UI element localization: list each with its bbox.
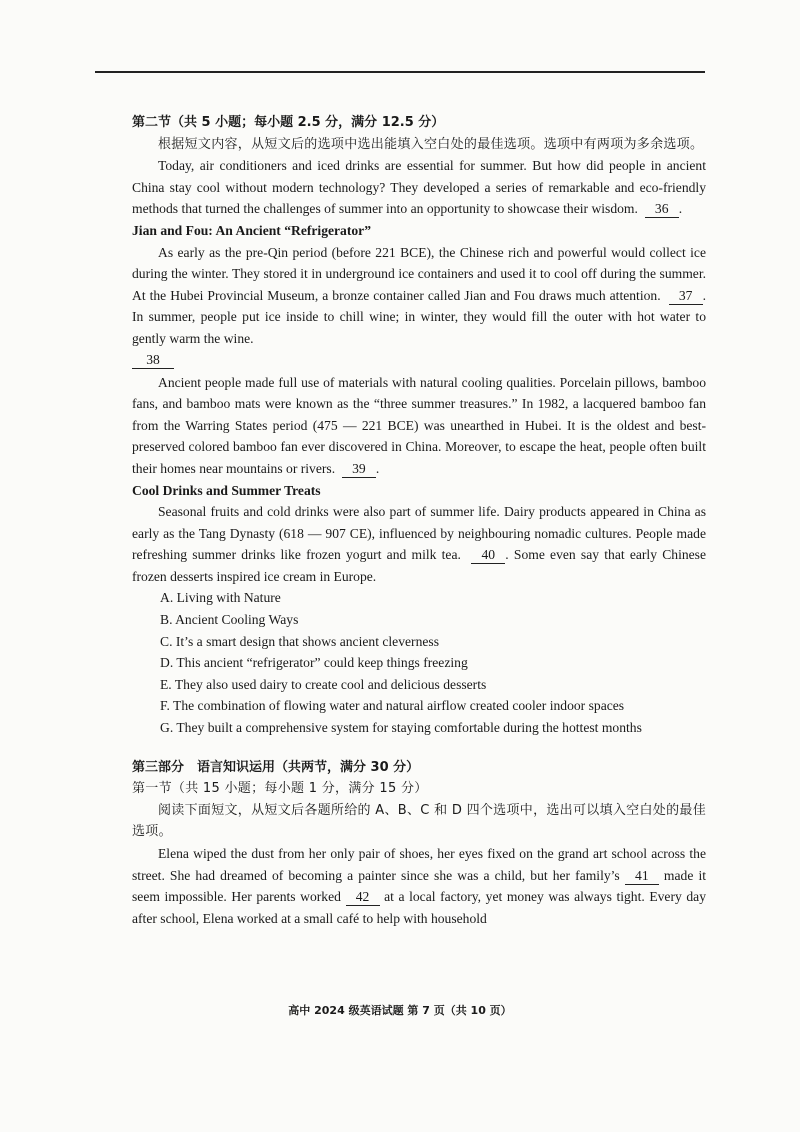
option-c: C. It’s a smart design that shows ancient cleverness <box>160 633 439 649</box>
option-g: G. They built a comprehensive system for staying comfortable during the hottest months <box>160 720 642 736</box>
blank-38: 38 <box>132 352 174 369</box>
option-b: B. Ancient Cooling Ways <box>160 612 299 628</box>
blank-36: 36 <box>645 201 679 218</box>
section-gap <box>132 739 706 757</box>
page-footer: 高中 2024 级英语试题 第 7 页（共 10 页） <box>288 1004 512 1017</box>
passage-para3 <box>132 501 706 587</box>
para1b-text: . In summer, people put ice inside to chill wine; in winter, they would fill the outer with hot water to gently warm the wine. <box>132 287 707 346</box>
part3-title: 第三部分 语言知识运用（共两节，满分 30 分） <box>132 759 420 775</box>
option-f: F. The combination of flowing water and natural airflow created cooler indoor spaces <box>160 698 625 714</box>
passage-para2: Ancient people made full use of materials with natural cooling qualities. Porcelain pillows, bamboo fans, and bamboo mats were known as the “three summer treasures.” In 1982, a lacquered bamboo fan from the Warring States period (475 — 221 BCE) was unearthed in Hubei. It is the oldest and best-preserved colored bamboo fan ever discovered in China. Moreover, to escape the heat, people often built their homes near mountains or rivers. 39 . <box>132 374 706 476</box>
blank-42: 42 <box>346 889 380 906</box>
intro-text: Today, air conditioners and iced drinks are essential for summer. But how did people in ancient China stay cool without modern technology? They developed a series of remarkable and eco-friendly methods that turned the challenges of summer into an opportunity to showcase their wisdom. <box>132 158 706 217</box>
section2-title: 第二节（共 5 小题；每小题 2.5 分，满分 12.5 分） <box>132 115 445 130</box>
cloze-text-a: Elena wiped the dust from her only pair of shoes, her eyes fixed on the grand art school across the street. She had dreamed of becoming a painter since she was a child, but her family’s <box>132 846 706 883</box>
page-content <box>132 112 706 929</box>
para3b-text: . Some even say that early Chinese frozen desserts inspired ice cream in Europe. <box>132 547 706 584</box>
option-d: D. This ancient “refrigerator” could keep things freezing <box>160 655 468 671</box>
part3-section1-title: 第一节（共 15 小题；每小题 1 分，满分 15 分） <box>132 781 428 797</box>
blank-41: 41 <box>625 868 659 885</box>
option-e: E. They also used dairy to create cool and delicious desserts <box>160 676 487 692</box>
para1a-text: As early as the pre-Qin period (before 221 BCE), the Chinese rich and powerful would collect ice during the winter. They stored it in underground ice containers and used it to cool off during the summer. At the Hubei Provincial Museum, a bronze container called Jian and Fou draws much attention. <box>132 244 706 303</box>
blank-39: 39 <box>342 461 376 478</box>
section2-instructions: 根据短文内容，从短文后的选项中选出能填入空白处的最佳选项。选项中有两项为多余选项。 <box>158 136 704 152</box>
cloze-text-c: at a local factory, yet money was always tight. Every day after school, Elena worked at a small café to help with household <box>132 889 706 926</box>
heading-cool-drinks: Cool Drinks and Summer Treats <box>132 482 321 498</box>
passage-para1 <box>132 242 706 350</box>
cloze-passage <box>132 843 706 929</box>
blank-40: 40 <box>471 547 505 564</box>
cloze-text-b: made it seem impossible. Her parents worked <box>132 867 706 905</box>
para3a-text: Seasonal fruits and cold drinks were also part of summer life. Dairy products appeared in China as early as the Tang Dynasty (618 — 907 CE), influenced by neighbouring nomadic cultures. People made refreshing summer drinks like frozen yogurt and milk tea. <box>132 504 706 563</box>
blank-37: 37 <box>669 288 703 305</box>
option-a: A. Living with Nature <box>160 590 281 606</box>
para2-text: Ancient people made full use of materials with natural cooling qualities. Porcelain pillows, bamboo fans, and bamboo mats were known as the “three summer treasures.” In 1982, a lacquered bamboo fan from the Warring States period (475 — 221 BCE) was unearthed in Hubei. It is the oldest and best-preserved colored bamboo fan ever discovered in China. Moreover, to escape the heat, people often built their homes near mountains or rivers. <box>132 374 706 476</box>
heading-jian-fou: Jian and Fou: An Ancient “Refrigerator” <box>132 222 372 238</box>
part3-instructions: 阅读下面短文，从短文后各题所给的 A、B、C 和 D 四个选项中，选出可以填入空白处的最佳选项。 <box>132 802 706 840</box>
passage-intro: Today, air conditioners and iced drinks are essential for summer. But how did people in ancient China stay cool without modern technology? They developed a series of remarkable and eco-friendly methods that turned the challenges of summer into an opportunity to showcase their wisdom. 36 . <box>132 158 706 217</box>
option-list <box>132 587 706 738</box>
top-rule <box>95 71 705 73</box>
